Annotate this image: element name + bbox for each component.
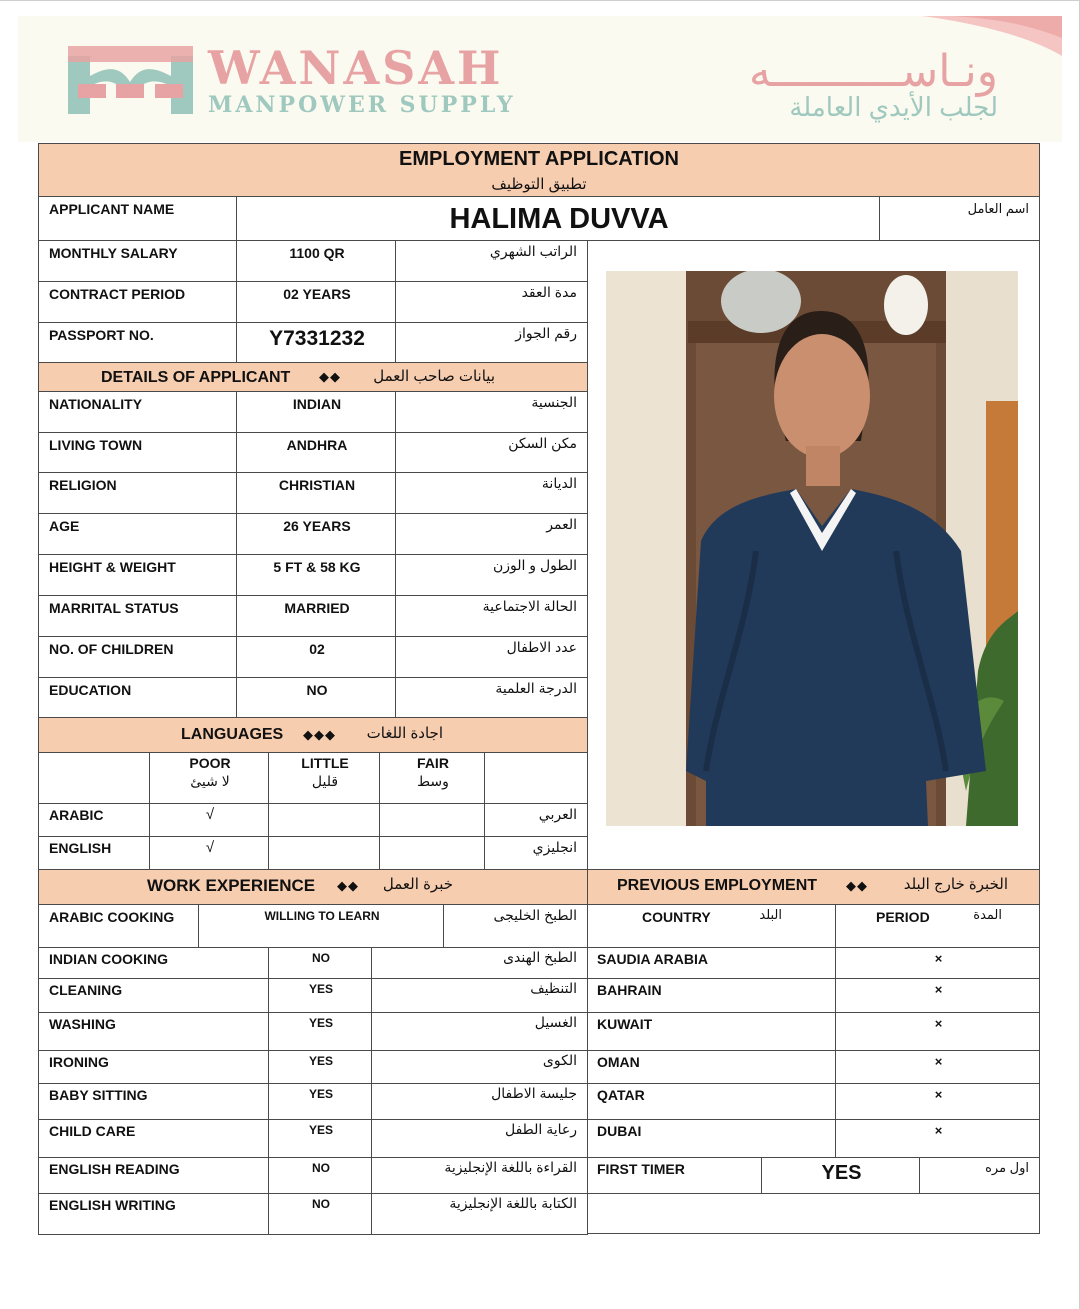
- country-name: KUWAIT: [597, 1016, 653, 1032]
- previous-employment-header: [587, 869, 1040, 905]
- detail-arabic: العمر: [546, 516, 577, 532]
- arabic-cooking-arabic: الطبخ الخليجى: [493, 907, 577, 923]
- country-column-header: COUNTRY: [642, 909, 711, 925]
- work-value: YES: [308, 1016, 333, 1030]
- arabic-cooking-label: ARABIC COOKING: [49, 909, 175, 925]
- work-label: BABY SITTING: [49, 1087, 148, 1103]
- detail-value: NO: [306, 682, 328, 698]
- first-timer-label: FIRST TIMER: [597, 1161, 685, 1177]
- monthly-salary-arabic: الراتب الشهري: [489, 243, 577, 259]
- period-value: ×: [934, 1016, 943, 1031]
- work-value: YES: [308, 1123, 333, 1137]
- language-arabic: انجليزي: [532, 839, 577, 855]
- period-column-header: PERIOD: [876, 909, 930, 925]
- diamond-icon: ◆◆◆: [303, 727, 336, 742]
- detail-label: LIVING TOWN: [49, 437, 143, 453]
- languages-header: [38, 717, 588, 753]
- title-bar: [38, 143, 1040, 197]
- detail-arabic: مكن السكن: [508, 435, 577, 451]
- arabic-cooking-value: WILLING TO LEARN: [264, 909, 380, 923]
- detail-label: MARRITAL STATUS: [49, 600, 179, 616]
- level-little-label: LITTLE: [301, 755, 349, 771]
- detail-value: 02: [309, 641, 325, 657]
- languages-header-arabic: اجادة اللغات: [366, 725, 443, 742]
- applicant-name-arabic-cell: [879, 196, 1040, 241]
- diamond-icon: ◆◆: [319, 369, 341, 384]
- level-fair-arabic: وسط: [417, 773, 449, 789]
- work-value: YES: [308, 1054, 333, 1068]
- country-name: SAUDIA ARABIA: [597, 951, 708, 967]
- country-name: BAHRAIN: [597, 982, 662, 998]
- monthly-salary-label: MONTHLY SALARY: [49, 245, 178, 261]
- languages-blank-cell: [484, 752, 588, 804]
- language-label: ARABIC: [49, 807, 104, 823]
- period-column-arabic: المدة: [973, 907, 1002, 922]
- detail-arabic: الديانة: [541, 475, 577, 491]
- detail-arabic: الجنسية: [531, 394, 577, 410]
- previous-employment-arabic: الخبرة خارج البلد: [903, 876, 1008, 893]
- work-arabic: الكوى: [542, 1052, 577, 1068]
- detail-label: HEIGHT & WEIGHT: [49, 559, 176, 575]
- level-little-arabic: قليل: [311, 773, 339, 789]
- detail-label: AGE: [49, 518, 80, 534]
- detail-value: 26 YEARS: [283, 518, 351, 534]
- work-header-arabic: خبرة العمل: [382, 876, 453, 893]
- detail-label: EDUCATION: [49, 682, 132, 698]
- applicant-name-value: HALIMA DUVVA: [449, 203, 669, 235]
- country-name: OMAN: [597, 1054, 640, 1070]
- blank-bottom-cell: [587, 1193, 1040, 1234]
- detail-arabic: الدرجة العلمية: [495, 680, 577, 696]
- detail-label: NO. OF CHILDREN: [49, 641, 174, 657]
- form-title: EMPLOYMENT APPLICATION: [399, 148, 679, 170]
- work-arabic: رعاية الطفل: [505, 1121, 577, 1137]
- applicant-name-label-cell: [38, 196, 237, 241]
- country-name: QATAR: [597, 1087, 645, 1103]
- detail-value: INDIAN: [292, 396, 342, 412]
- applicant-name-label-arabic: اسم العامل: [967, 201, 1029, 216]
- brand-name: WANASAH: [208, 41, 504, 95]
- work-label: IRONING: [49, 1054, 109, 1070]
- language-arabic: العربي: [538, 806, 577, 822]
- applicant-photo: [606, 271, 1018, 826]
- level-fair-label: FAIR: [417, 755, 449, 771]
- language-label: ENGLISH: [49, 840, 112, 856]
- work-header-title: WORK EXPERIENCE: [147, 876, 316, 895]
- work-arabic: الكتابة باللغة الإنجليزية: [449, 1195, 577, 1211]
- detail-arabic: الطول و الوزن: [492, 557, 577, 573]
- work-value: NO: [312, 951, 330, 965]
- work-arabic: جليسة الاطفال: [491, 1085, 577, 1101]
- work-arabic: الغسيل: [534, 1014, 577, 1030]
- work-arabic: التنظيف: [530, 980, 577, 996]
- work-label: CLEANING: [49, 982, 123, 998]
- country-name: DUBAI: [597, 1123, 642, 1139]
- period-value: ×: [934, 951, 943, 966]
- work-value: YES: [308, 982, 333, 996]
- work-arabic: القراءة باللغة الإنجليزية: [444, 1159, 577, 1175]
- level-poor-cell: [149, 752, 269, 804]
- work-value: NO: [312, 1197, 330, 1211]
- brand-tagline-arabic: لجلب الأيدي العاملة: [789, 92, 998, 122]
- diamond-icon: ◆◆: [337, 878, 359, 893]
- contract-period-arabic: مدة العقد: [521, 284, 577, 300]
- detail-value: 5 FT & 58 KG: [273, 559, 361, 575]
- checkmark-icon: √: [205, 806, 215, 823]
- work-arabic: الطبخ الهندى: [503, 949, 577, 965]
- passport-no-label: PASSPORT NO.: [49, 327, 154, 343]
- first-timer-arabic: اول مره: [985, 1160, 1029, 1175]
- work-value: YES: [308, 1087, 333, 1101]
- detail-value: ANDHRA: [286, 437, 348, 453]
- work-label: WASHING: [49, 1016, 116, 1032]
- period-value: ×: [934, 1123, 943, 1138]
- passport-no-arabic: رقم الجواز: [515, 325, 577, 341]
- period-value: ×: [934, 982, 943, 997]
- detail-arabic: عدد الاطفال: [506, 639, 577, 655]
- detail-arabic: الحالة الاجتماعية: [482, 598, 577, 614]
- work-label: ENGLISH READING: [49, 1161, 180, 1177]
- applicant-name-value-cell: [236, 196, 880, 241]
- level-poor-label: POOR: [189, 755, 231, 771]
- details-header: [38, 362, 588, 392]
- work-label: CHILD CARE: [49, 1123, 136, 1139]
- first-timer-value: YES: [821, 1162, 862, 1184]
- detail-value: MARRIED: [284, 600, 350, 616]
- period-value: ×: [934, 1054, 943, 1069]
- passport-no-value: Y7331232: [269, 327, 365, 350]
- contract-period-label: CONTRACT PERIOD: [49, 286, 186, 302]
- diamond-icon: ◆◆: [846, 878, 868, 893]
- applicant-name-label: APPLICANT NAME: [49, 201, 175, 217]
- work-header: [38, 869, 588, 905]
- work-label: ENGLISH WRITING: [49, 1197, 176, 1213]
- details-header-arabic: بيانات صاحب العمل: [373, 368, 495, 385]
- work-value: NO: [312, 1161, 330, 1175]
- monthly-salary-value: 1100 QR: [289, 245, 345, 261]
- previous-employment-title: PREVIOUS EMPLOYMENT: [617, 877, 818, 894]
- languages-corner-cell: [38, 752, 150, 804]
- detail-label: NATIONALITY: [49, 396, 143, 412]
- work-label: INDIAN COOKING: [49, 951, 168, 967]
- level-little-cell: [268, 752, 380, 804]
- country-column-arabic: البلد: [759, 907, 782, 922]
- languages-header-title: LANGUAGES: [181, 726, 284, 743]
- brand-tagline: MANPOWER SUPPLY: [208, 92, 516, 118]
- contract-period-value: 02 YEARS: [283, 286, 351, 302]
- level-fair-cell: [379, 752, 485, 804]
- detail-value: CHRISTIAN: [278, 477, 356, 493]
- company-logo-icon: [68, 46, 193, 116]
- detail-label: RELIGION: [49, 477, 117, 493]
- header-banner: [18, 16, 1062, 142]
- details-header-title: DETAILS OF APPLICANT: [101, 369, 291, 386]
- level-poor-arabic: لا شيئ: [190, 773, 230, 789]
- brand-name-arabic: ونـاســــــــــه: [748, 47, 998, 96]
- period-value: ×: [934, 1087, 943, 1102]
- checkmark-icon: √: [205, 839, 215, 856]
- form-title-arabic: تطبيق التوظيف: [491, 176, 587, 193]
